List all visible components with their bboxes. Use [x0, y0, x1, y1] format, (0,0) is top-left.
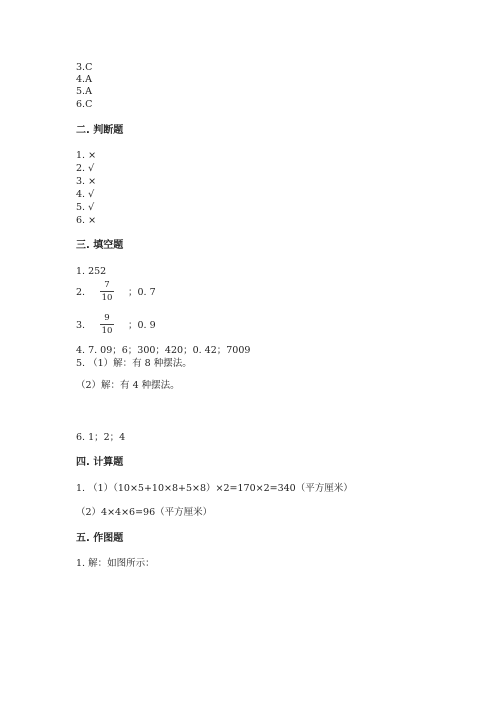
fill-answer-3-label: 3. — [76, 320, 86, 331]
choice-answer-4: 4.A — [76, 74, 92, 85]
choice-answer-3: 3.C — [76, 62, 93, 73]
fraction-denominator: 10 — [101, 326, 113, 336]
judgment-answer-6: 6. × — [76, 215, 97, 226]
calc-answer-1: 1. （1）（10×5+10×8+5×8）×2=170×2=340（平方厘米） — [76, 483, 353, 494]
fill-answer-2-fraction — [100, 280, 114, 303]
fill-answer-2-label: 2. — [76, 287, 86, 298]
fraction-numerator: 9 — [104, 313, 110, 323]
fill-answer-3-tail: ；0. 9 — [128, 320, 156, 331]
section-title-drawing: 五. 作图题 — [76, 533, 124, 544]
fraction-bar — [100, 291, 114, 292]
fraction-numerator: 7 — [104, 280, 110, 290]
judgment-answer-3: 3. × — [76, 176, 97, 187]
calc-answer-2: （2）4×4×6=96（平方厘米） — [76, 507, 213, 518]
choice-answer-5: 5.A — [76, 86, 92, 97]
fill-answer-1: 1. 252 — [76, 266, 107, 277]
drawing-answer-1: 1. 解：如图所示： — [76, 558, 155, 569]
section-title-fill-blank: 三. 填空题 — [76, 240, 124, 251]
choice-answer-6: 6.C — [76, 99, 93, 110]
section-title-judgment: 二. 判断题 — [76, 125, 124, 136]
judgment-answer-1: 1. × — [76, 150, 97, 161]
judgment-answer-2: 2. √ — [76, 163, 95, 174]
fill-answer-2-tail: ；0. 7 — [128, 287, 156, 298]
fill-answer-3-fraction — [100, 313, 114, 336]
judgment-answer-5: 5. √ — [76, 202, 95, 213]
fraction-denominator: 10 — [101, 293, 113, 303]
section-title-calculation: 四. 计算题 — [76, 457, 124, 468]
fraction-bar — [100, 324, 114, 325]
fill-answer-6: 6. 1；2；4 — [76, 432, 126, 443]
judgment-answer-4: 4. √ — [76, 189, 95, 200]
fill-answer-5-part1: 5. （1）解：有 8 种摆法。 — [76, 358, 192, 369]
fill-answer-5-part2: （2）解：有 4 种摆法。 — [76, 380, 180, 391]
fill-answer-4: 4. 7. 09；6；300；420；0. 42；7009 — [76, 345, 251, 356]
